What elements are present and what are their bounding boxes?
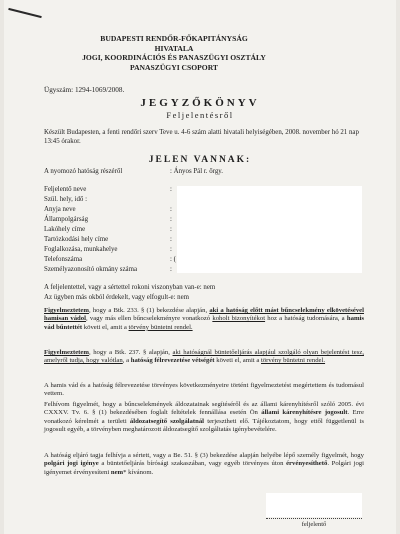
- text-run: aki a hatóság előtt mást bűncselekmény elkövetésével hamisan vádol: [44, 307, 364, 323]
- field-row: [44, 246, 172, 253]
- field-row: [44, 266, 172, 273]
- header-line-3: JOGI, KOORDINÁCIÓS ÉS PANASZÜGYI OSZTÁLY: [82, 53, 266, 63]
- field-value: : (: [170, 256, 176, 263]
- text-run: törvény büntetni rendel.: [128, 323, 193, 331]
- signature-redaction: [266, 493, 362, 517]
- text-run: polgári jogi igénye: [44, 460, 99, 468]
- warning-false-accusation: [44, 307, 364, 332]
- civil-claim-notice: [44, 452, 364, 477]
- signature-line: [266, 518, 362, 519]
- field-label: Anyja neve: [44, 206, 76, 213]
- header-line-4: PANASZÜGYI CSOPORT: [130, 62, 218, 72]
- document-page: [4, 0, 396, 534]
- text-run: Felhívom figyelmét, hogy a bűncselekmények áldozatainak segítéséről és az állami kárenyhítésről szóló 2005. évi CXXXV. Tv. 6. § (1) bekezdésében foglalt feltételek fennállása esetén Ön: [44, 401, 364, 417]
- warning-lead: Figyelmeztetem: [44, 349, 89, 356]
- text-run: , hogy a Btk. 233. § (1) bekezdése alapján,: [88, 307, 210, 314]
- text-run: . Polgári jogi igényemet érvényesíteni: [44, 460, 364, 476]
- text-run: koholt bizonyítékot: [212, 315, 266, 323]
- victim-compensation-notice: [44, 401, 364, 435]
- text-run: , hogy a Btk. 237. § alapján,: [88, 349, 173, 356]
- text-run: érvényesíthető: [286, 460, 328, 468]
- field-value: :: [170, 216, 172, 223]
- header-line-2: HIVATALA: [154, 43, 194, 53]
- text-run: * kívánom.: [123, 468, 154, 476]
- field-row: [44, 186, 172, 193]
- field-label: Állampolgárság: [44, 216, 89, 223]
- text-run: terjesztheti elő. Tájékoztatom, hogy ettől függetlenül is jogosult egyéb, a törvényben meghatározott áldozatsegítő szolgáltatás igénybevételére.: [44, 417, 364, 434]
- field-value: :: [170, 246, 172, 253]
- text-run: követi el, amit a: [82, 323, 129, 331]
- text-run: , a: [122, 357, 131, 365]
- text-run: a büntetőeljárás bírósági szakaszában, vagy egyéb törvényes úton: [98, 460, 287, 468]
- field-row: [44, 236, 172, 243]
- text-run: hamis vád bűntettét: [44, 315, 364, 331]
- field-value: :: [170, 226, 172, 233]
- text-run: törvény büntetni rendel.: [260, 357, 326, 365]
- field-row: [44, 256, 176, 263]
- record-intro: Készült Budapesten, a fenti rendőri szerv Teve u. 4-6 szám alatti hivatali helyiségében, 2008. november hó 21 nap 13:45 órakor.: [44, 129, 359, 145]
- text-run: követi el, amit a: [214, 357, 261, 365]
- field-value: :: [170, 236, 172, 243]
- investigator-row: [44, 168, 224, 175]
- field-row: [44, 226, 172, 233]
- text-run: , vagy más ellen bűncselekményre vonatkozó: [85, 315, 213, 323]
- field-value: :: [170, 266, 172, 273]
- header-line-1: BUDAPESTI RENDŐR-FŐKAPITÁNYSÁG: [100, 34, 248, 43]
- corner-mark: [8, 8, 41, 18]
- field-label: Személyazonosító okmány száma: [44, 266, 137, 273]
- relation-line-1: A feljelentettel, vagy a sértettel rokoni viszonyban van-e: nem: [44, 284, 216, 291]
- field-row: [44, 216, 172, 223]
- field-row: [44, 206, 172, 213]
- acknowledgement: A hamis vád és a hatóság félrevezetése törvényes következményeire történt figyelmeztetést megértettem és tudomásul vettem.: [44, 382, 364, 398]
- field-label: Szül. hely, idő :: [44, 196, 87, 203]
- field-label: Telefonszáma: [44, 256, 83, 263]
- relation-line-2: Az ügyben más okból érdekelt, vagy elfogult-e: nem: [44, 294, 190, 301]
- text-run: A hatóság eljáró tagja felhívja a sértett, vagy a Be. 51. § (3) bekezdése alapján helyébe lépő személy figyelmét, hogy: [44, 452, 364, 459]
- field-label: Tartózkodási hely címe: [44, 236, 109, 243]
- text-run: áldozatsegítő szolgálatnál: [129, 417, 205, 425]
- text-run: aki hatóságnál büntetőeljárás alapjául szolgáló olyan bejelentést tesz, amelyről tudja, hogy valótlan: [44, 349, 364, 365]
- text-run: állami kárenyhítésre jogosult: [261, 409, 348, 417]
- text-run: . Erre vonatkozó kérelmét a területi: [44, 409, 364, 425]
- investigator-value: : Ányos Pál r. őrgy.: [170, 168, 224, 175]
- text-run: nem: [110, 468, 124, 476]
- signature-label: feljelentő: [301, 521, 327, 528]
- field-label: Foglalkozása, munkahelye: [44, 246, 118, 253]
- investigator-label: A nyomozó hatóság részéről: [44, 168, 123, 175]
- warning-lead: Figyelmeztetem: [44, 307, 89, 314]
- field-value: :: [170, 186, 172, 193]
- text-run: hoz a hatóság tudomására, a: [265, 315, 347, 323]
- redaction-box: [177, 186, 362, 273]
- field-label: Lakóhely címe: [44, 226, 86, 233]
- document-title: JEGYZŐKÖNYV: [140, 97, 260, 109]
- issuer-header: [44, 34, 304, 72]
- document-subtitle: Feljelentésről: [166, 110, 234, 120]
- case-number: Ügyszám: 1294-1069/2008.: [44, 86, 125, 94]
- present-heading: JELEN VANNAK:: [148, 155, 252, 165]
- field-value: :: [170, 206, 172, 213]
- warning-misleading-authority: [44, 349, 364, 366]
- field-label: Feljelentő neve: [44, 186, 87, 193]
- field-row: [44, 196, 87, 203]
- text-run: hatóság félrevezetése vétségét: [130, 357, 215, 365]
